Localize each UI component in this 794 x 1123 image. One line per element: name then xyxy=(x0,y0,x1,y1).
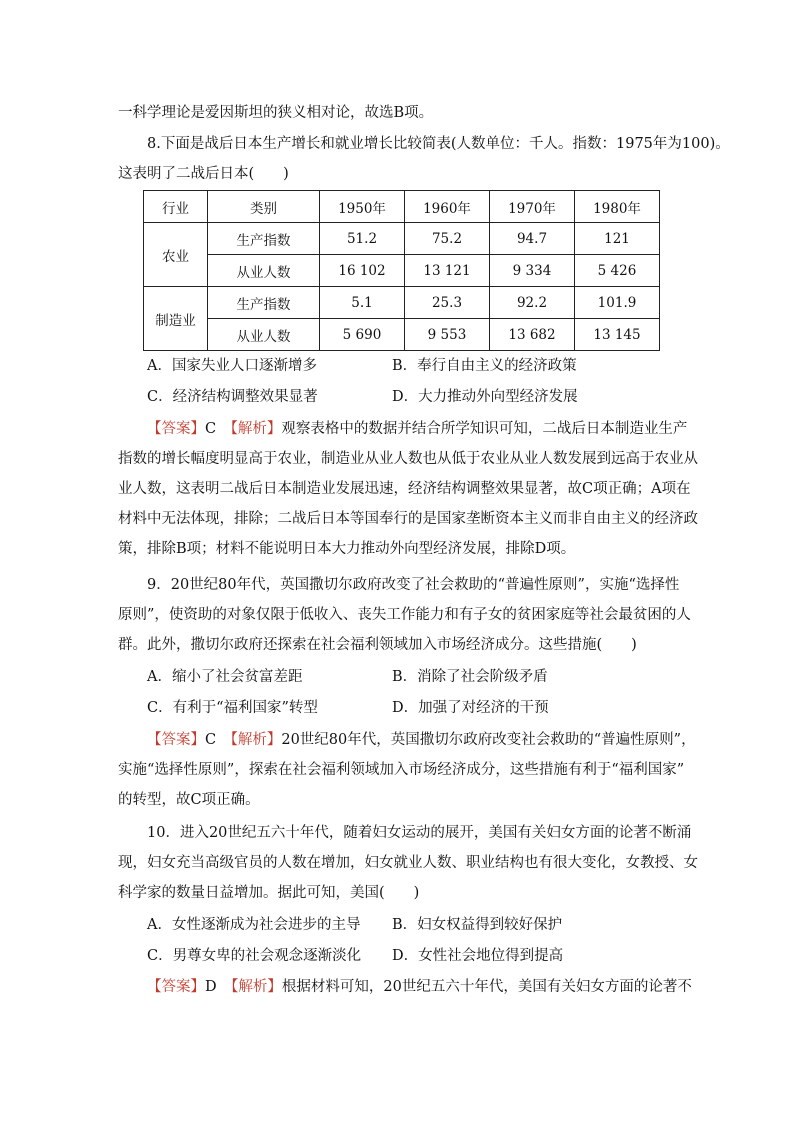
analysis-tag: 【解析】 xyxy=(230,421,282,437)
value-cell: 92.2 xyxy=(490,287,575,319)
question-9-options xyxy=(147,662,687,724)
option-c: C．男尊女卑的社会观念逐渐淡化 xyxy=(147,948,362,964)
value-cell: 121 xyxy=(575,223,660,255)
answer-letter: D xyxy=(205,979,217,995)
table-row xyxy=(144,223,660,255)
question-10-answer: 【答案】D 【解析】根据材料可知，20世纪五六十年代，美国有关妇女方面的论著不 xyxy=(147,979,692,995)
category-cell: 从业人数 xyxy=(208,255,320,287)
value-cell: 5.1 xyxy=(320,287,405,319)
answer-letter: C xyxy=(205,421,217,437)
answer-letter: C xyxy=(205,732,217,748)
option-d: D．女性社会地位得到提高 xyxy=(392,948,564,964)
answer-tag: 【答案】 xyxy=(147,421,205,437)
production-employment-table xyxy=(143,190,660,351)
option-a: A．国家失业人口逐渐增多 xyxy=(147,358,317,374)
option-a: A．女性逐渐成为社会进步的主导 xyxy=(147,917,361,933)
value-cell: 25.3 xyxy=(405,287,490,319)
option-b: B．消除了社会阶级矛盾 xyxy=(392,669,548,685)
value-cell: 13 682 xyxy=(490,319,575,351)
intro-text: 一科学理论是爱因斯坦的狭义相对论，故选B项。 xyxy=(118,105,434,121)
option-b: B．妇女权益得到较好保护 xyxy=(392,917,563,933)
table-row xyxy=(144,319,660,351)
category-cell: 生产指数 xyxy=(208,287,320,319)
value-cell: 75.2 xyxy=(405,223,490,255)
question-8-stem: 8.下面是战后日本生产增长和就业增长比较简表(人数单位：千人。指数：1975年为100)。 这表明了二战后日本( ) xyxy=(118,136,730,182)
answer-tag: 【答案】 xyxy=(147,732,205,748)
option-d: D．大力推动外向型经济发展 xyxy=(392,389,578,405)
analysis-tag: 【解析】 xyxy=(230,732,282,748)
table-row xyxy=(144,287,660,319)
table-header: 类别 xyxy=(208,191,320,223)
table-header: 1970年 xyxy=(490,191,575,223)
table-row xyxy=(144,255,660,287)
category-cell: 从业人数 xyxy=(208,319,320,351)
table-header: 1980年 xyxy=(575,191,660,223)
question-8-answer: 【答案】C 【解析】观察表格中的数据并结合所学知识可知，二战后日本制造业生产 指数的增长幅度明显高于农业，制造业从业人数也从低于农业从业人数发展到远高于农业从 业人数，这表明二战后日本制造业发展迅速，经济结构调整效果显著，故C项正确；A项在 材料中无法体现，排除；二战后日本等国奉行的是国家垄断资本主义而非自由主义的经济政 策，排除B项；材料不能说明日本大力推动外向型经济发展，排除D项。 xyxy=(118,421,698,557)
question-9-stem: 9．20世纪80年代，英国撒切尔政府改变了社会救助的“普遍性原则”，实施“选择性 原则”，使资助的对象仅限于低收入、丧失工作能力和有子女的贫困家庭等社会最贫困的人 群。此外，撒切尔政府还探索在社会福利领域加入市场经济成分。这些措施( ) xyxy=(118,577,691,653)
value-cell: 94.7 xyxy=(490,223,575,255)
question-10-stem: 10．进入20世纪五六十年代，随着妇女运动的展开，美国有关妇女方面的论著不断涌 现，妇女充当高级官员的人数在增加，妇女就业人数、职业结构也有很大变化，女教授、女 科学家的数量日益增加。据此可知，美国( ) xyxy=(118,825,698,901)
industry-cell: 农业 xyxy=(144,223,208,287)
answer-tag: 【答案】 xyxy=(147,979,205,995)
value-cell: 51.2 xyxy=(320,223,405,255)
value-cell: 16 102 xyxy=(320,255,405,287)
question-9-answer: 【答案】C 【解析】20世纪80年代，英国撒切尔政府改变社会救助的“普遍性原则”， 实施“选择性原则”，探索在社会福利领域加入市场经济成分，这些措施有利于“福利国家” 的转型，故C项正确。 xyxy=(118,732,696,808)
value-cell: 101.9 xyxy=(575,287,660,319)
option-c: C．有利于“福利国家”转型 xyxy=(147,700,318,716)
value-cell: 9 334 xyxy=(490,255,575,287)
industry-cell: 制造业 xyxy=(144,287,208,351)
value-cell: 5 690 xyxy=(320,319,405,351)
value-cell: 13 121 xyxy=(405,255,490,287)
option-d: D．加强了对经济的干预 xyxy=(392,700,549,716)
question-10-options xyxy=(147,910,687,972)
table-header-row xyxy=(144,191,660,223)
option-a: A．缩小了社会贫富差距 xyxy=(147,669,303,685)
value-cell: 5 426 xyxy=(575,255,660,287)
analysis-tag: 【解析】 xyxy=(231,979,282,995)
option-b: B．奉行自由主义的经济政策 xyxy=(392,358,577,374)
category-cell: 生产指数 xyxy=(208,223,320,255)
option-c: C．经济结构调整效果显著 xyxy=(147,389,318,405)
table-header: 行业 xyxy=(144,191,208,223)
table-header: 1960年 xyxy=(405,191,490,223)
value-cell: 13 145 xyxy=(575,319,660,351)
table-header: 1950年 xyxy=(320,191,405,223)
question-8-options xyxy=(147,351,687,413)
value-cell: 9 553 xyxy=(405,319,490,351)
